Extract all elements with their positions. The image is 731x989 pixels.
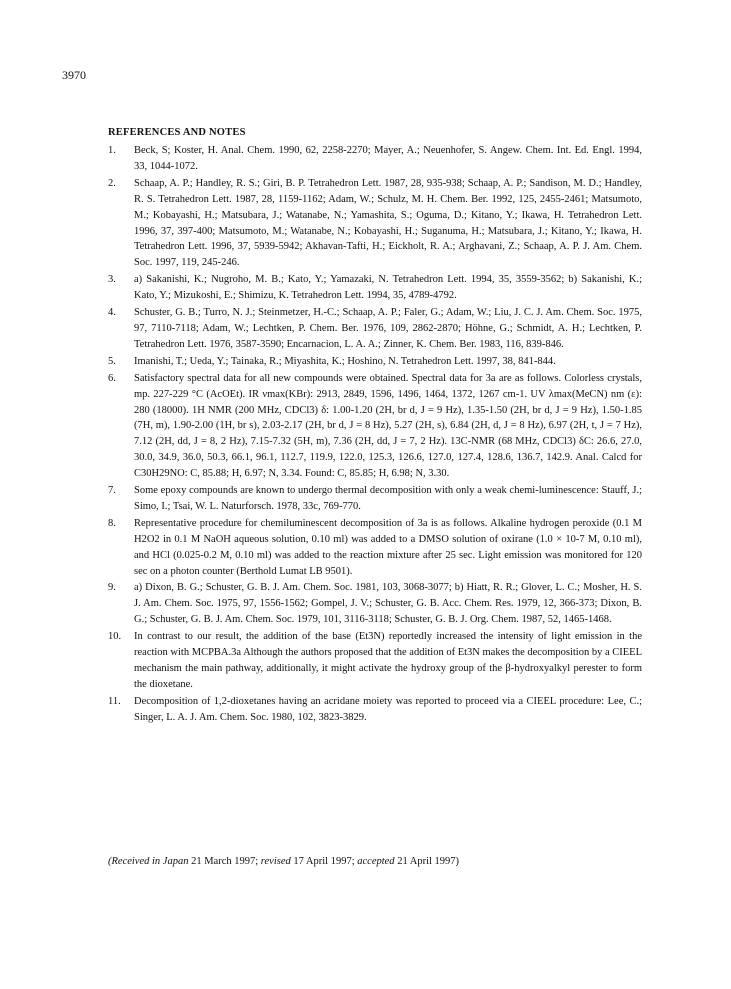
received-label: (Received in Japan [108, 856, 189, 867]
reference-text: Some epoxy compounds are known to undergo thermal decomposition with only a weak chemi-luminescence: Stauff, J.; Simo, I.; Tsai, W. L. Naturforsch. 1978, 33c, 769-770. [134, 485, 642, 512]
reference-text: Imanishi, T.; Ueda, Y.; Tainaka, R.; Miyashita, K.; Hoshino, N. Tetrahedron Lett. 1997, 38, 841-844. [134, 355, 556, 367]
reference-text: Satisfactory spectral data for all new compounds were obtained. Spectral data for 3a are as follows. Colorless crystals, mp. 227-229 °C (AcOEt). IR νmax(KBr): 2913, 2849, 1596, 1496, 1464, 1372, 1267 cm-1. UV λmax(MeCN) nm (ε): 280 (18000). 1H NMR (200 MHz, CDCl3) δ: 1.00-1.20 (2H, br d, J = 9 Hz), 1.35-1.50 (2H, br d, J = 9 Hz), 1.50-1.85 (7H, m), 1.90-2.00 (1H, br s), 2.03-2.17 (2H, br d, J = 8 Hz), 5.27 (2H, s), 6.84 (2H, d, J = 8 Hz), 6.97 (2H, t, J = 7 Hz), 7.12 (2H, dd, J = 8, 2 Hz), 7.15-7.32 (5H, m), 7.36 (2H, dd, J = 7, 2 Hz). 13C-NMR (68 MHz, CDCl3) δC: 26.6, 27.0, 30.0, 34.9, 36.0, 50.3, 66.1, 96.1, 112.7, 119.9, 122.0, 125.3, 126.6, 127.0, 127.4, 128.6, 136.7, 142.9. Anal. Calcd for C30H29NO: C, 85.88; H, 6.97; N, 3.34. Found: C, 85.85; H, 6.98; N, 3.30. [134, 372, 642, 480]
reference-number: 11. [108, 695, 121, 707]
reference-item [108, 580, 642, 628]
reference-text: Beck, S; Koster, H. Anal. Chem. 1990, 62, 2258-2270; Mayer, A.; Neuenhofer, S. Angew. Chem. Int. Ed. Engl. 1994, 33, 1044-1072. [134, 145, 642, 172]
reference-item [108, 629, 642, 693]
accepted-date: 21 April 1997) [397, 856, 460, 867]
reference-text: Representative procedure for chemiluminescent decomposition of 3a is as follows. Alkaline hydrogen peroxide (0.1 M H2O2 in 0.1 M NaOH aqueous solution, 0.10 ml) was added to a DMSO solution of oxirane (1.0 × 10-7 M, 0.10 ml), and HCl (0.025-0.2 M, 0.10 ml) was added to the reaction mixture after 25 sec. Light emission was monitored for 120 sec on a photon counter (Berthold Lumat LB 9501). [134, 517, 642, 577]
reference-number: 3. [108, 274, 116, 286]
section-title: REFERENCES AND NOTES [108, 127, 246, 138]
reference-item [108, 143, 642, 175]
reference-number: 4. [108, 307, 116, 319]
reference-list [108, 143, 642, 727]
reference-item [108, 305, 642, 353]
reference-number: 1. [108, 145, 116, 156]
reference-number: 10. [108, 631, 122, 643]
reference-text: In contrast to our result, the addition of the base (Et3N) reportedly increased the intensity of light emission in the reaction with MCPBA.3a Although the authors proposed that the addition of Et3N makes the decomposition by a CIEEL mechanism the main pathway, additionally, it might activate the hydroxy group of the β-hydroxyalkyl perester to form the dioxetane. [134, 631, 642, 690]
received-date: 21 March 1997; [191, 856, 259, 867]
reference-item [108, 176, 642, 271]
reference-text: Schaap, A. P.; Handley, R. S.; Giri, B. P. Tetrahedron Lett. 1987, 28, 935-938; Schaap, A. P.; Sandison, M. D.; Handley, R. S. Tetrahedron Lett. 1987, 28, 1159-1162; Adam, W.; Schulz, M. H. Chem. Ber. 1992, 125, 2455-2461; Matsumoto, M.; Kobayashi, H.; Matsubara, J.; Watanabe, N.; Yamashita, S.; Oguma, D.; Kitano, Y.; Ikawa, H. Tetrahedron Lett. 1996, 37, 397-400; Matsumoto, M.; Watanabe, N.; Kobayashi, H.; Suganuma, H.; Matsubara, J.; Kitano, Y.; Ikawa, H. Tetrahedron Lett. 1996, 37, 5939-5942; Akhavan-Tafti, H.; Eickholt, R. A.; Arghavani, Z.; Schaap, A. P. J. Am. Chem. Soc. 1997, 119, 245-246. [134, 177, 642, 269]
reference-item [108, 371, 642, 482]
revised-label: revised [260, 856, 291, 867]
received-dates [108, 856, 459, 867]
reference-number: 5. [108, 355, 116, 367]
reference-item [108, 694, 642, 726]
reference-text: Schuster, G. B.; Turro, N. J.; Steinmetzer, H.-C.; Schaap, A. P.; Faler, G.; Adam, W.; Liu, J. C. J. Am. Chem. Soc. 1975, 97, 7110-7118; Adam, W.; Lechtken, P. Chem. Ber. 1976, 109, 2862-2870; Höhne, G.; Schmidt, A. H.; Lechtken, P. Tetrahedron Lett. 1976, 3587-3590; Encarnacion, L. A. A.; Zinner, K. Chem. Ber. 1983, 116, 839-846. [134, 307, 642, 350]
accepted-label: accepted [357, 856, 395, 867]
reference-number: 2. [108, 177, 116, 189]
reference-number: 9. [108, 582, 116, 594]
reference-text: a) Dixon, B. G.; Schuster, G. B. J. Am. Chem. Soc. 1981, 103, 3068-3077; b) Hiatt, R. R.; Glover, L. C.; Mosher, H. S. J. Am. Chem. Soc. 1975, 97, 1556-1562; Gompel, J. V.; Schuster, G. B. Acc. Chem. Res. 1979, 12, 366-373; Dixon, B. G.; Schuster, G. B. J. Am. Chem. Soc. 1979, 101, 3116-3118; Schuster, G. B. J. Org. Chem. 1987, 52, 1465-1468. [134, 582, 642, 626]
reference-number: 6. [108, 372, 116, 384]
reference-text: a) Sakanishi, K.; Nugroho, M. B.; Kato, Y.; Yamazaki, N. Tetrahedron Lett. 1994, 35, 3559-3562; b) Sakanishi, K.; Kato, Y.; Mizukoshi, E.; Shimizu, K. Tetrahedron Lett. 1994, 35, 4789-4792. [134, 274, 642, 302]
reference-number: 7. [108, 485, 116, 497]
reference-item [108, 483, 642, 515]
page-number: 3970 [62, 68, 86, 82]
reference-item [108, 516, 642, 580]
reference-number: 8. [108, 517, 116, 529]
reference-text: Decomposition of 1,2-dioxetanes having an acridane moiety was reported to proceed via a CIEEL procedure: Lee, C.; Singer, L. A. J. Am. Chem. Soc. 1980, 102, 3823-3829. [134, 695, 642, 723]
reference-item [108, 354, 642, 370]
revised-date: 17 April 1997; [293, 856, 355, 867]
reference-item [108, 272, 642, 304]
